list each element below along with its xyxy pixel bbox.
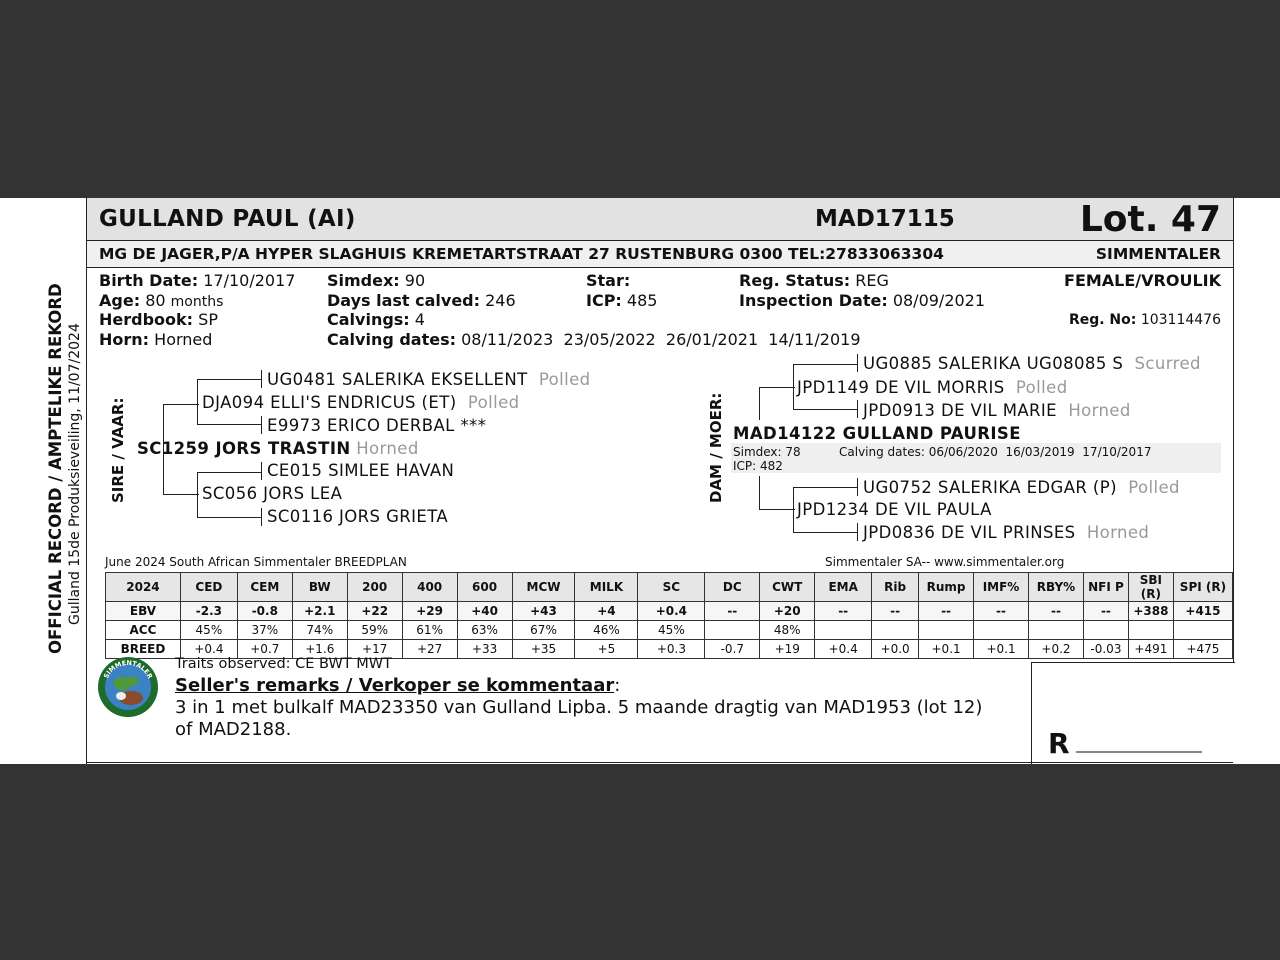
acc-cell — [705, 621, 760, 640]
breed-cell: +27 — [402, 640, 457, 659]
table-header-cell: SC — [638, 573, 705, 602]
breed-cell: -0.03 — [1083, 640, 1128, 659]
acc-cell — [1173, 621, 1232, 640]
dam-icp: ICP: 482 — [733, 459, 783, 473]
breed-cell: +475 — [1173, 640, 1232, 659]
acc-cell — [1083, 621, 1128, 640]
acc-cell: 37% — [237, 621, 292, 640]
sire: SC1259 JORS TRASTIN Horned — [137, 439, 419, 458]
horn-status: Horn: Horned — [99, 330, 213, 349]
table-header-cell: 600 — [457, 573, 512, 602]
acc-cell: 45% — [180, 621, 237, 640]
breed-cell: +17 — [347, 640, 402, 659]
sire-sire-sire: UG0481 SALERIKA EKSELLENT Polled — [267, 370, 591, 389]
breed-cell: +0.2 — [1029, 640, 1084, 659]
lot-card — [86, 198, 1234, 764]
sire-sire-dam: E9973 ERICO DERBAL *** — [267, 416, 487, 435]
dam-dam: JPD1234 DE VIL PAULA — [797, 500, 992, 519]
ebv-cell: -- — [872, 602, 919, 621]
acc-cell: 46% — [575, 621, 638, 640]
table-header-cell: DC — [705, 573, 760, 602]
herdbook: Herdbook: SP — [99, 310, 218, 329]
ebv-cell: +415 — [1173, 602, 1232, 621]
breed-cell: +0.1 — [974, 640, 1029, 659]
svg-text:SIMMENTALER: SIMMENTALER — [102, 658, 155, 681]
dam-sire-sire: UG0885 SALERIKA UG08085 S Scurred — [863, 354, 1201, 373]
table-header-cell: IMF% — [974, 573, 1029, 602]
acc-cell: 48% — [760, 621, 815, 640]
ebv-cell: +43 — [512, 602, 575, 621]
ebv-cell: +0.4 — [638, 602, 705, 621]
table-header-cell: RBY% — [1029, 573, 1084, 602]
breed-cell: BREED — [106, 640, 181, 659]
ebv-cell: -- — [705, 602, 760, 621]
breed-cell: +33 — [457, 640, 512, 659]
reg-status: Reg. Status: REG — [739, 271, 889, 290]
animal-id: MAD17115 — [815, 206, 955, 232]
table-header-cell: MILK — [575, 573, 638, 602]
table-header-cell: Rump — [919, 573, 974, 602]
table-header-cell: 400 — [402, 573, 457, 602]
table-header-cell: CEM — [237, 573, 292, 602]
ebv-cell: EBV — [106, 602, 181, 621]
breed-cell: +35 — [512, 640, 575, 659]
ebv-cell: -2.3 — [180, 602, 237, 621]
acc-cell: 61% — [402, 621, 457, 640]
breed-cell: +0.0 — [872, 640, 919, 659]
dam-dam-sire: UG0752 SALERIKA EDGAR (P) Polled — [863, 478, 1180, 497]
sale-event-label: Gulland 15de Produksieveiling, 11/07/2024 — [67, 323, 83, 625]
age: Age: 80 months — [99, 291, 224, 310]
acc-cell — [974, 621, 1029, 640]
acc-cell: 59% — [347, 621, 402, 640]
sex: FEMALE/VROULIK — [1064, 271, 1221, 290]
ebv-cell: -- — [919, 602, 974, 621]
table-header-cell: SBI (R) — [1128, 573, 1173, 602]
sire-dam-dam: SC0116 JORS GRIETA — [267, 507, 449, 526]
owner-address: MG DE JAGER,P/A HYPER SLAGHUIS KREMETARTSTRAAT 27 RUSTENBURG 0300 TEL:27833063304 — [99, 245, 944, 263]
sire-sire: DJA094 ELLI'S ENDRICUS (ET) Polled — [202, 393, 520, 412]
breedplan-website: Simmentaler SA-- www.simmentaler.org — [825, 555, 1065, 569]
acc-cell: ACC — [106, 621, 181, 640]
breed-cell: -0.7 — [705, 640, 760, 659]
sale-record-sheet — [0, 198, 1280, 764]
table-header-cell: CWT — [760, 573, 815, 602]
calvings: Calvings: 4 — [327, 310, 425, 329]
ebv-cell: -- — [1083, 602, 1128, 621]
table-header-cell: MCW — [512, 573, 575, 602]
table-header-cell: BW — [292, 573, 347, 602]
ebv-cell: -- — [815, 602, 872, 621]
ebv-row — [106, 602, 1233, 621]
price-box — [1031, 662, 1235, 764]
acc-cell: 63% — [457, 621, 512, 640]
dam-sire-dam: JPD0913 DE VIL MARIE Horned — [863, 401, 1131, 420]
table-header-cell: CED — [180, 573, 237, 602]
animal-name: GULLAND PAUL (AI) — [99, 206, 356, 232]
acc-cell — [815, 621, 872, 640]
table-header-cell: 200 — [347, 573, 402, 602]
ebv-cell: -0.8 — [237, 602, 292, 621]
reg-number: Reg. No: 103114476 — [1068, 312, 1221, 328]
seller-remarks-text: 3 in 1 met bulkalf MAD23350 van Gulland Lipba. 5 maande dragtig van MAD1953 (lot 12) of MAD2188. — [175, 697, 983, 740]
seller-remarks-heading: Seller's remarks / Verkoper se kommentaar: — [175, 675, 621, 696]
breed-cell: +0.4 — [180, 640, 237, 659]
acc-cell — [919, 621, 974, 640]
breed-cell: +0.4 — [815, 640, 872, 659]
owner-bar — [87, 241, 1233, 268]
official-record-label: OFFICIAL RECORD / AMPTELIKE REKORD — [46, 283, 65, 654]
breedplan-table — [105, 572, 1233, 659]
traits-observed: Traits observed: CE BWT MWT — [175, 656, 392, 672]
breed-cell: +19 — [760, 640, 815, 659]
breed-cell: +0.1 — [919, 640, 974, 659]
ebv-cell: +22 — [347, 602, 402, 621]
breed-cell: +0.3 — [638, 640, 705, 659]
acc-cell — [1128, 621, 1173, 640]
ebv-cell: +40 — [457, 602, 512, 621]
ebv-cell: -- — [974, 602, 1029, 621]
calving-dates: Calving dates: 08/11/2023 23/05/2022 26/01/2021 14/11/2019 — [327, 330, 861, 349]
lot-number: Lot. 47 — [1079, 199, 1221, 240]
breed-cell: +491 — [1128, 640, 1173, 659]
price-blank: __________________ — [1076, 737, 1202, 753]
acc-cell — [872, 621, 919, 640]
breed-name: SIMMENTALER — [1095, 245, 1221, 263]
acc-cell: 74% — [292, 621, 347, 640]
dam: MAD14122 GULLAND PAURISE — [733, 424, 1021, 443]
table-header-cell: EMA — [815, 573, 872, 602]
title-bar — [87, 198, 1233, 241]
currency-symbol: R — [1048, 727, 1070, 760]
dam-dam-dam: JPD0836 DE VIL PRINSES Horned — [863, 523, 1150, 542]
acc-cell — [1029, 621, 1084, 640]
breed-cell: +5 — [575, 640, 638, 659]
sire-dam: SC056 JORS LEA — [202, 484, 343, 503]
table-header-cell: 2024 — [106, 573, 181, 602]
dam-calving-dates: Calving dates: 06/06/2020 16/03/2019 17/10/2017 — [839, 445, 1152, 459]
birth-date: Birth Date: 17/10/2017 — [99, 271, 296, 290]
star: Star: — [586, 271, 631, 290]
table-header-cell: Rib — [872, 573, 919, 602]
table-header-cell: NFI P — [1083, 573, 1128, 602]
days-last-calved: Days last calved: 246 — [327, 291, 516, 310]
logo-text-ring — [97, 656, 159, 718]
breed-cell: +1.6 — [292, 640, 347, 659]
table-header-cell: SPI (R) — [1173, 573, 1232, 602]
breed-cell: +0.7 — [237, 640, 292, 659]
ebv-cell: +20 — [760, 602, 815, 621]
dam-sire: JPD1149 DE VIL MORRIS Polled — [797, 378, 1068, 397]
acc-cell: 67% — [512, 621, 575, 640]
acc-row — [106, 621, 1233, 640]
inspection-date: Inspection Date: 08/09/2021 — [739, 291, 986, 310]
dam-label: DAM / MOER: — [707, 392, 725, 503]
breedplan-caption: June 2024 South African Simmentaler BREEDPLAN — [105, 555, 407, 569]
ebv-cell: -- — [1029, 602, 1084, 621]
simdex: Simdex: 90 — [327, 271, 426, 290]
ebv-cell: +4 — [575, 602, 638, 621]
ebv-cell: +2.1 — [292, 602, 347, 621]
sire-dam-sire: CE015 SIMLEE HAVAN — [267, 461, 455, 480]
acc-cell: 45% — [638, 621, 705, 640]
icp: ICP: 485 — [586, 291, 658, 310]
ebv-cell: +29 — [402, 602, 457, 621]
ebv-cell: +388 — [1128, 602, 1173, 621]
dam-simdex: Simdex: 78 — [733, 445, 801, 459]
table-header-row — [106, 573, 1233, 602]
sire-label: SIRE / VAAR: — [109, 397, 127, 503]
